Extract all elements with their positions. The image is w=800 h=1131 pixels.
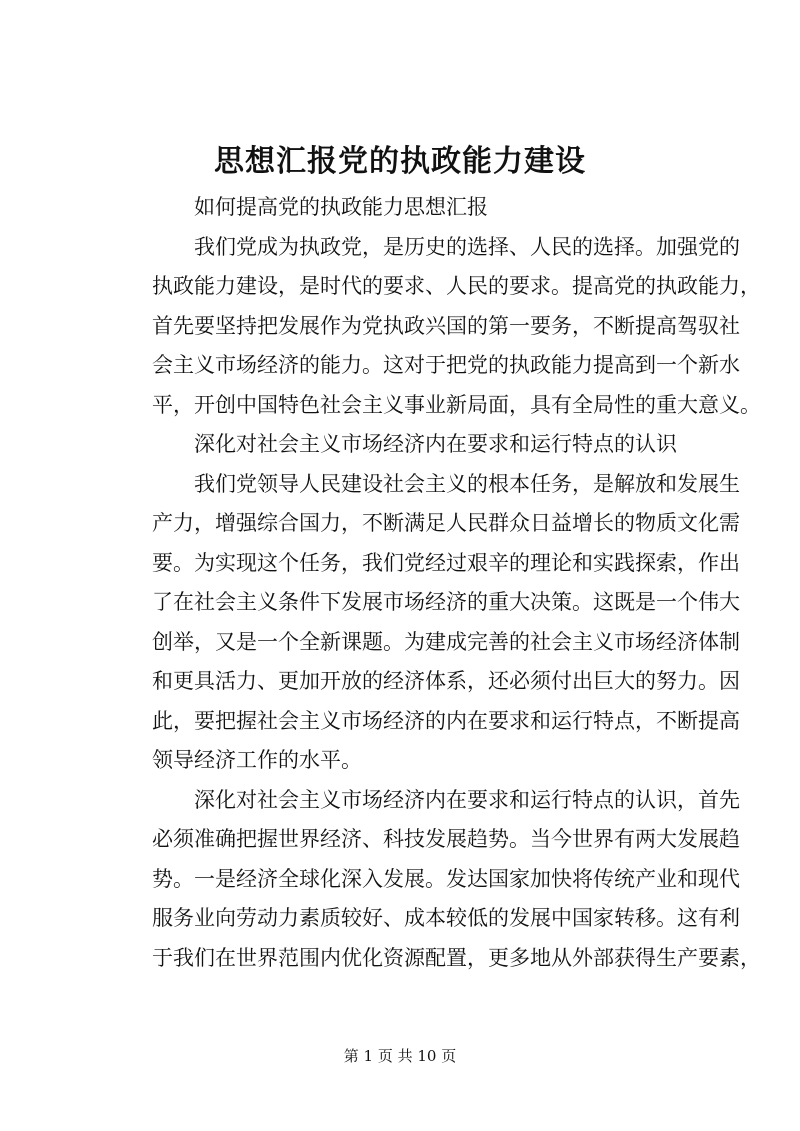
text-line: 了在社会主义条件下发展市场经济的重大决策。这既是一个伟大 <box>152 590 740 614</box>
paragraph-heading-1 <box>110 188 710 228</box>
paragraph-2 <box>110 465 740 781</box>
text-line: 首先要坚持把发展作为党执政兴国的第一要务，不断提高驾驭社 <box>152 313 740 338</box>
text-line: 领导经济工作的水平。 <box>152 748 362 772</box>
text-line: 平，开创中国特色社会主义事业新局面，具有全局性的重大意义。 <box>152 392 761 417</box>
text-line: 必须准确把握世界经济、科技发展趋势。当今世界有两大发展趋 <box>152 827 740 851</box>
paragraph-1 <box>110 228 761 426</box>
text-line: 于我们在世界范围内优化资源配置，更多地从外部获得生产要素， <box>152 945 761 970</box>
text-line: 深化对社会主义市场经济内在要求和运行特点的认识 <box>194 432 677 456</box>
text-line: 执政能力建设，是时代的要求、人民的要求。提高党的执政能力， <box>152 274 761 298</box>
text-line: 此，要把握社会主义市场经济的内在要求和运行特点，不断提高 <box>152 708 740 733</box>
text-line: 我们党成为执政党，是历史的选择、人民的选择。加强党的 <box>194 234 740 259</box>
document-body <box>110 188 761 978</box>
document-title: 思想汇报党的执政能力建设 <box>214 144 586 179</box>
text-line: 会主义市场经济的能力。这对于把党的执政能力提高到一个新水 <box>152 353 740 377</box>
text-line: 服务业向劳动力素质较好、成本较低的发展中国家转移。这有利 <box>152 906 740 930</box>
text-line: 如何提高党的执政能力思想汇报 <box>194 195 488 219</box>
text-line: 和更具活力、更加开放的经济体系，还必须付出巨大的努力。因 <box>152 669 740 693</box>
text-line: 我们党领导人民建设社会主义的根本任务，是解放和发展生 <box>194 471 740 496</box>
text-line: 势。一是经济全球化深入发展。发达国家加快将传统产业和现代 <box>152 866 740 891</box>
text-line: 产力，增强综合国力，不断满足人民群众日益增长的物质文化需 <box>152 511 740 535</box>
text-line: 要。为实现这个任务，我们党经过艰辛的理论和实践探索，作出 <box>152 550 740 575</box>
text-line: 创举，又是一个全新课题。为建成完善的社会主义市场经济体制 <box>152 629 740 654</box>
text-line: 深化对社会主义市场经济内在要求和运行特点的认识，首先 <box>194 787 740 812</box>
page-number-footer: 第 1 页 共 10 页 <box>343 1047 457 1065</box>
paragraph-3 <box>110 781 761 979</box>
paragraph-heading-2 <box>110 425 710 465</box>
